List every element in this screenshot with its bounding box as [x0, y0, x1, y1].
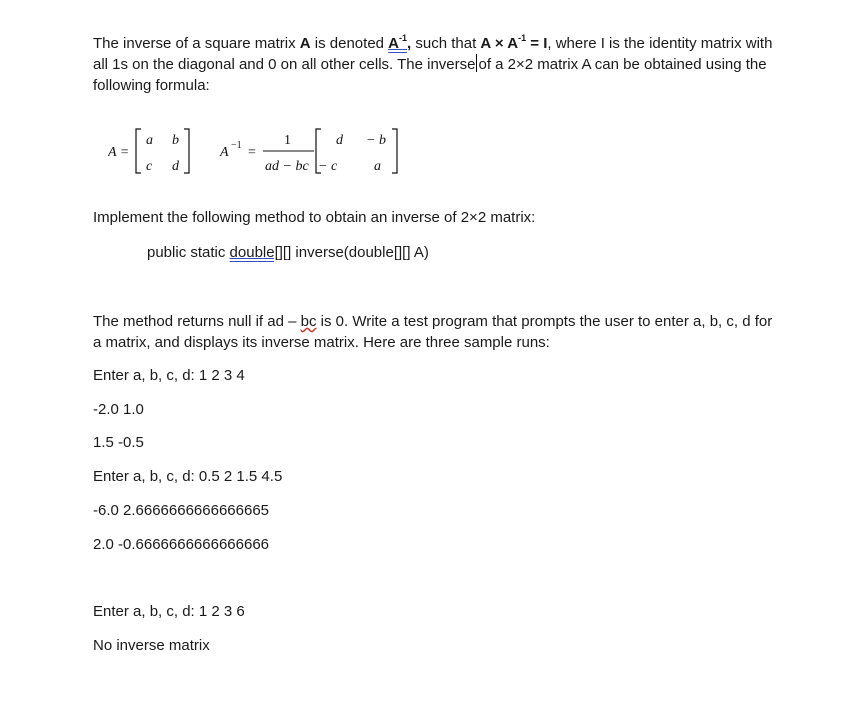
- matrix-cell-a: a: [146, 133, 153, 148]
- adjugate-cell-12: − b: [366, 133, 386, 148]
- intro-text-1: The inverse of a square matrix: [93, 35, 300, 52]
- adjugate-cell-11: d: [336, 133, 343, 148]
- signature-rest: inverse(double[][] A): [291, 244, 429, 261]
- matrix-right-bracket: [184, 129, 189, 173]
- inverse-exponent: -1: [399, 33, 408, 43]
- adjugate-cell-22: a: [374, 159, 381, 174]
- matrix-cell-d: d: [172, 159, 179, 174]
- matrix-cell-c: c: [146, 159, 153, 174]
- matrix-left-bracket: [136, 129, 141, 173]
- signature-return-type: double[][]: [229, 244, 292, 261]
- intro-text-2: is denoted: [310, 35, 389, 52]
- sample-run-line: Enter a, b, c, d: 1 2 3 6: [93, 603, 245, 620]
- equation-right: = I: [526, 35, 548, 52]
- formula-lhs-label: A =: [108, 145, 130, 160]
- formula-denominator: ad − bc: [265, 159, 309, 174]
- equation-exponent: -1: [518, 33, 527, 43]
- inverse-base: A: [388, 35, 400, 52]
- spellcheck-word: bc: [300, 313, 317, 330]
- matrix-symbol: A: [299, 35, 311, 52]
- intro-text-3: such that: [411, 35, 481, 52]
- formula-inverse-exponent: −1: [231, 140, 242, 151]
- sample-run-line: -2.0 1.0: [93, 401, 144, 418]
- description-text-1: The method returns null if ad –: [93, 313, 301, 330]
- identity-equation: [480, 35, 547, 52]
- inverse-formula: [108, 120, 408, 182]
- formula-numerator: 1: [284, 133, 291, 148]
- formula-equals: =: [248, 145, 256, 160]
- inverse-symbol: $A^{-1}$,: [388, 33, 412, 52]
- formula-inverse-label: A: [220, 145, 229, 160]
- matrix-cell-b: b: [172, 133, 179, 148]
- adjugate-cell-21: − c: [318, 159, 338, 174]
- description-paragraph: [93, 311, 783, 353]
- sample-run-line: No inverse matrix: [93, 637, 210, 654]
- signature-modifiers: public static: [147, 244, 230, 261]
- equation-left: A × A: [480, 35, 519, 52]
- sample-run-line: Enter a, b, c, d: 0.5 2 1.5 4.5: [93, 468, 283, 485]
- intro-paragraph: [93, 33, 783, 96]
- sample-run-line: 1.5 -0.5: [93, 434, 144, 451]
- description-text-2: is 0. Write a test program that prompts the user to enter a, b, c, d for a matrix, and displays its inverse matrix. Here are three sample runs:: [93, 313, 773, 351]
- adjugate-right-bracket: [392, 129, 397, 173]
- task-instruction: Implement the following method to obtain an inverse of 2×2 matrix:: [93, 209, 536, 226]
- sample-run-line: 2.0 -0.6666666666666666: [93, 536, 270, 553]
- method-signature: [147, 243, 429, 263]
- intro-text-4: , where I is the identity matrix with all 1s on the diagonal and 0 on all other cells. The inverse: [93, 35, 773, 73]
- intro-text-5: of a 2×2 matrix A can be obtained using the following formula:: [93, 56, 767, 94]
- sample-run-line: -6.0 2.6666666666666665: [93, 502, 270, 519]
- sample-run-line: Enter a, b, c, d: 1 2 3 4: [93, 367, 245, 384]
